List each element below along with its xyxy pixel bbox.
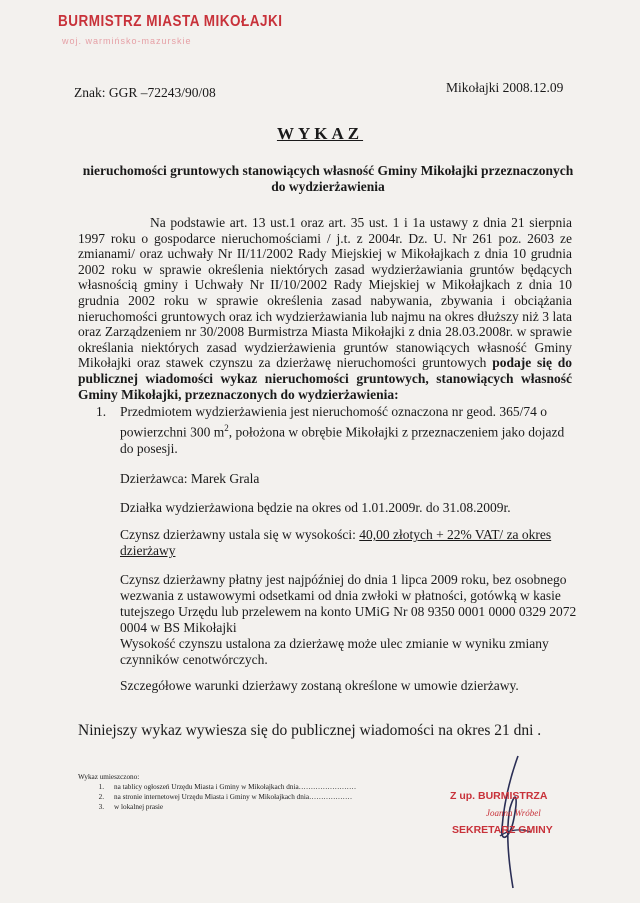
description-text-end: , położona w obrębie Mikołajki z przeznaczeniem jako dojazd do posesji. <box>120 424 565 456</box>
posting-num: 1. <box>98 783 104 791</box>
signature-stamp-line2: SEKRETARZ GMINY <box>452 824 553 836</box>
document-reference: Znak: GGR –72243/90/08 <box>74 85 216 100</box>
posting-text: na stronie internetowej Urzędu Miasta i Gminy w Mikołajkach dnia……………… <box>114 793 353 801</box>
posting-item <box>78 802 356 812</box>
area-exponent: 2 <box>224 423 229 433</box>
handwritten-signature-icon <box>480 748 540 898</box>
posting-text: w lokalnej prasie <box>114 803 164 811</box>
legal-basis-text: Na podstawie art. 13 ust.1 oraz art. 35 ust. 1 i 1a ustawy z dnia 21 sierpnia 1997 roku o gospodarce nieruchomościami / j.t. z 2004r. Dz. U. Nr 261 poz. 2603 ze zmianami/ oraz uchwały Nr II/11/2002 Rady Miejskiej w Mikołajkach z dnia 10 grudnia 2002 roku w sprawie określenia niektórych zasad wydzierżawiania gruntów będących własnością gminy i Uchwały Nr II/10/2002 Rady Miejskiej w Mikołajkach z dnia 10 grudnia 2002 roku w sprawie określenia zasad nabywania, zbywania i obciążania nieruchomości gruntowych oraz ich wydzierżawiania lub najmu na okres dłuższy niż 3 lata oraz Zarządzeniem nr 30/2008 Burmistrza Miasta Mikołajki z dnia 28.03.2008r. w sprawie określania niektórych zasad wydzierżawienia gruntów stanowiących własność Gminy Mikołajki oraz stawek czynszu za dzierżawę nieruchomości gruntowych <box>78 215 572 371</box>
description-text: Przedmiotem wydzierżawienia jest nieruchomość oznaczona nr geod. 365/74 o powierzchni 300 m <box>120 404 547 440</box>
rent-change-note: Wysokość czynszu ustalona za dzierżawę może ulec zmianie w wyniku zmiany czynników cenotwórczych. <box>120 636 549 667</box>
document-title: WYKAZ <box>276 124 364 143</box>
tenant: Dzierżawca: Marek Grala <box>120 471 260 486</box>
payment-terms: Czynsz dzierżawny płatny jest najpóźniej do dnia 1 lipca 2009 roku, bez osobnego wezwania z ustawowymi odsetkami od dnia zwłoki w płatności, gotówką w kasie tutejszego Urzędu lub przelewem na konto UMiG Nr 08 9350 0001 0000 0329 2072 0004 w BS Mikołajki <box>120 572 577 635</box>
posting-num: 2. <box>98 793 104 801</box>
mayor-stamp: BURMISTRZ MIASTA MIKOŁAJKI <box>58 12 283 30</box>
posting-num: 3. <box>98 803 104 811</box>
posting-text: na tablicy ogłoszeń Urzędu Miasta i Gminy w Mikołajkach dnia…………………… <box>114 783 357 791</box>
rent-value: 40,00 złotych + 22% VAT/ za okres dzierżawy <box>120 527 552 558</box>
document-subtitle: nieruchomości gruntowych stanowiących własność Gminy Mikołajki przeznaczonych do wydzierżawienia <box>82 163 574 194</box>
lease-terms-note: Szczegółowe warunki dzierżawy zostaną określone w umowie dzierżawy. <box>120 678 519 693</box>
property-description <box>120 404 580 457</box>
posting-list <box>78 772 356 812</box>
place-and-date: Mikołajki 2008.12.09 <box>446 80 564 95</box>
closing-statement: Niniejszy wykaz wywiesza się do publicznej wiadomości na okres 21 dni . <box>78 722 542 739</box>
signature-stamp-line1: Z up. BURMISTRZA <box>450 790 548 802</box>
signatory-name: Joanna Wróbel <box>486 808 541 818</box>
rent-label: Czynsz dzierżawny ustala się w wysokości: <box>120 527 356 542</box>
item-number: 1. <box>96 404 107 419</box>
stamp-subtitle: woj. warmińsko-mazurskie <box>62 36 192 46</box>
posting-item <box>78 792 356 802</box>
posting-item <box>78 782 356 792</box>
announcement-bold: podaje się do publicznej wiadomości wykaz nieruchomości gruntowych, stanowiących własność Gminy Mikołajki, przeznaczonych do wydzierżawienia: <box>78 355 572 402</box>
posting-heading: Wykaz umieszczono: <box>78 773 140 781</box>
rent-amount <box>120 527 580 559</box>
legal-basis-paragraph <box>78 215 572 402</box>
lease-period: Działka wydzierżawiona będzie na okres od 1.01.2009r. do 31.08.2009r. <box>120 500 511 515</box>
